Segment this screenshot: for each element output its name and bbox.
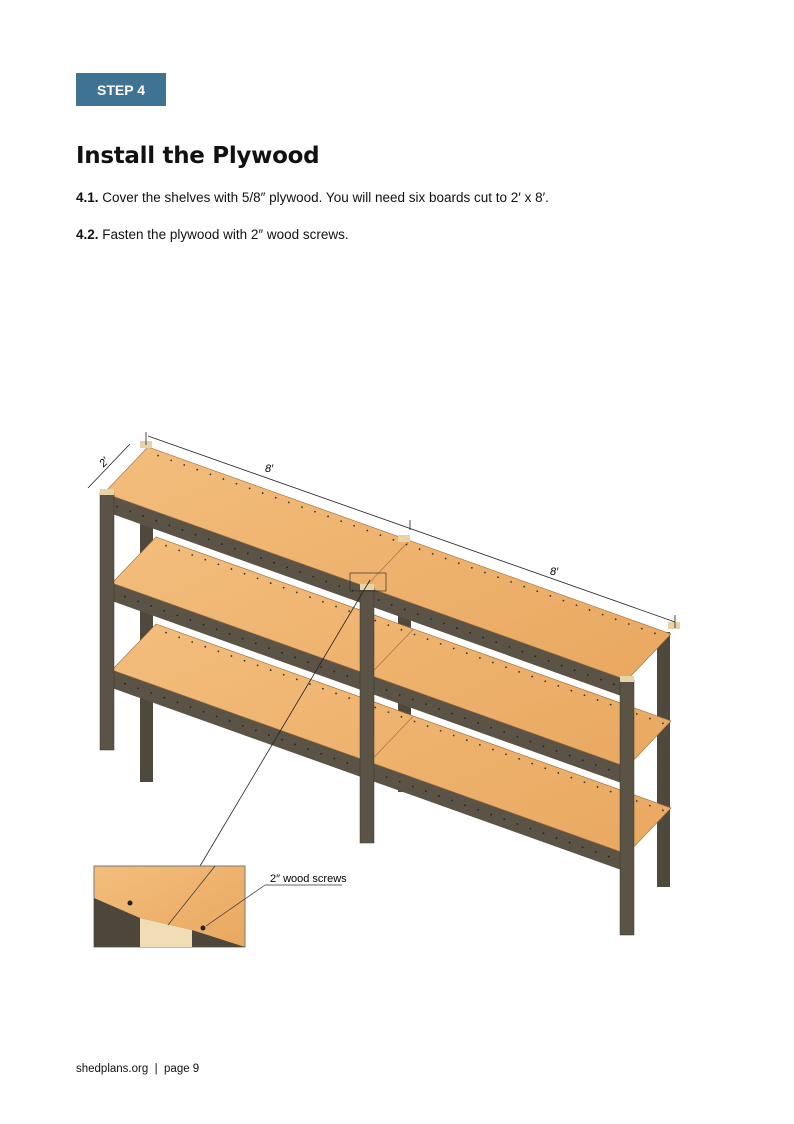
screw <box>451 800 453 802</box>
screw <box>190 706 192 708</box>
dim-length-label-1: 8′ <box>265 463 274 475</box>
screw <box>170 459 172 461</box>
screw <box>234 548 236 550</box>
screw <box>217 563 219 565</box>
screw <box>322 688 324 690</box>
screw <box>229 720 231 722</box>
post-top <box>668 622 680 629</box>
screw <box>479 657 481 659</box>
screw <box>312 576 314 578</box>
screw <box>466 652 468 654</box>
screw <box>275 497 277 499</box>
screw <box>327 516 329 518</box>
screw <box>544 680 546 682</box>
screw <box>543 745 545 747</box>
screw <box>557 685 559 687</box>
screw <box>530 828 532 830</box>
page-title: Install the Plywood <box>76 143 320 169</box>
screw <box>255 643 257 645</box>
screw <box>294 744 296 746</box>
screw <box>516 736 518 738</box>
screw <box>203 624 205 626</box>
screw <box>445 558 447 560</box>
screw <box>209 473 211 475</box>
footer-separator: | <box>154 1063 158 1075</box>
screw <box>335 606 337 608</box>
footer-site: shedplans.org <box>76 1063 149 1075</box>
screw <box>636 800 638 802</box>
screw <box>353 525 355 527</box>
screw <box>414 721 416 723</box>
screw <box>543 832 545 834</box>
screw <box>427 638 429 640</box>
screw <box>610 791 612 793</box>
screw <box>288 502 290 504</box>
screw <box>432 553 434 555</box>
screw <box>595 764 597 766</box>
screw <box>393 539 395 541</box>
screw <box>309 596 311 598</box>
screw <box>456 627 458 629</box>
screw <box>584 781 586 783</box>
screw <box>556 750 558 752</box>
screw <box>582 846 584 848</box>
screw <box>490 727 492 729</box>
screw <box>531 763 533 765</box>
screw <box>453 735 455 737</box>
screw <box>283 674 285 676</box>
screw <box>523 586 525 588</box>
screw <box>163 610 165 612</box>
screw <box>662 722 664 724</box>
post-top <box>620 676 634 682</box>
screw <box>195 534 197 536</box>
screw <box>536 590 538 592</box>
screw <box>401 716 403 718</box>
screw <box>636 713 638 715</box>
screw <box>471 567 473 569</box>
screw <box>641 628 643 630</box>
screw <box>516 823 518 825</box>
screw <box>223 478 225 480</box>
screw <box>150 692 152 694</box>
screw <box>176 614 178 616</box>
screw <box>286 567 288 569</box>
screw <box>574 669 576 671</box>
screw <box>204 646 206 648</box>
screw <box>294 657 296 659</box>
screw <box>628 623 630 625</box>
screw <box>484 572 486 574</box>
screw <box>469 632 471 634</box>
screw <box>299 571 301 573</box>
screw <box>150 605 152 607</box>
screw <box>464 717 466 719</box>
screw <box>425 790 427 792</box>
screw <box>557 772 559 774</box>
screw <box>597 786 599 788</box>
screw <box>273 562 275 564</box>
screw <box>589 609 591 611</box>
screw <box>221 543 223 545</box>
screw <box>260 557 262 559</box>
screw <box>425 703 427 705</box>
screw <box>571 777 573 779</box>
screw <box>165 545 167 547</box>
screw <box>503 731 505 733</box>
screw <box>249 488 251 490</box>
screw <box>283 587 285 589</box>
screw <box>231 655 233 657</box>
screw <box>582 759 584 761</box>
screw <box>307 661 309 663</box>
screw <box>531 676 533 678</box>
screw <box>374 620 376 622</box>
screw <box>262 492 264 494</box>
screw <box>307 748 309 750</box>
screw <box>168 524 170 526</box>
step-text: Fasten the plywood with 2″ wood screws. <box>98 227 349 242</box>
screw <box>530 741 532 743</box>
post-top <box>398 535 410 542</box>
screw <box>244 660 246 662</box>
dim-depth-label: 2′ <box>97 455 112 470</box>
screw <box>178 549 180 551</box>
screw <box>466 739 468 741</box>
screw <box>346 762 348 764</box>
screw <box>296 592 298 594</box>
screw <box>216 629 218 631</box>
screw <box>522 651 524 653</box>
screw <box>544 767 546 769</box>
screw <box>595 851 597 853</box>
screw <box>163 697 165 699</box>
footer-page: page 9 <box>164 1063 200 1075</box>
screw <box>654 632 656 634</box>
screw <box>440 643 442 645</box>
screw <box>479 744 481 746</box>
screw <box>490 814 492 816</box>
screw <box>281 739 283 741</box>
screw <box>508 646 510 648</box>
screw <box>440 730 442 732</box>
screw <box>137 600 139 602</box>
screw <box>322 601 324 603</box>
screw <box>191 641 193 643</box>
screw <box>464 804 466 806</box>
screw <box>333 671 335 673</box>
screw <box>340 520 342 522</box>
post-top <box>100 489 114 495</box>
screw <box>155 520 157 522</box>
screw <box>208 539 210 541</box>
screw <box>458 562 460 564</box>
screw <box>257 578 259 580</box>
screw <box>451 713 453 715</box>
screw <box>191 554 193 556</box>
screw <box>204 559 206 561</box>
screw <box>229 633 231 635</box>
screw <box>649 805 651 807</box>
screw <box>333 758 335 760</box>
screw <box>610 704 612 706</box>
screw <box>391 604 393 606</box>
screw <box>196 469 198 471</box>
screw <box>268 734 270 736</box>
front-post <box>360 588 374 843</box>
screw <box>613 683 615 685</box>
screw <box>296 679 298 681</box>
screw <box>374 707 376 709</box>
screw <box>576 604 578 606</box>
screw <box>492 662 494 664</box>
screw <box>335 693 337 695</box>
screw <box>378 599 380 601</box>
screw <box>231 568 233 570</box>
screw <box>548 660 550 662</box>
screw <box>399 694 401 696</box>
step-text: Cover the shelves with 5/8″ plywood. You will need six boards cut to 2′ x 8′. <box>98 190 549 205</box>
screw <box>338 585 340 587</box>
screw <box>600 679 602 681</box>
screw <box>216 716 218 718</box>
screw <box>505 666 507 668</box>
screw <box>406 544 408 546</box>
screw <box>482 637 484 639</box>
screw <box>348 610 350 612</box>
screw <box>301 506 303 508</box>
screw <box>412 699 414 701</box>
screw <box>183 464 185 466</box>
screw <box>477 722 479 724</box>
screw <box>401 629 403 631</box>
screw <box>137 687 139 689</box>
screw <box>571 690 573 692</box>
screw <box>320 753 322 755</box>
callout-label: 2″ wood screws <box>270 873 347 885</box>
screw <box>116 506 118 508</box>
screw <box>608 856 610 858</box>
screw <box>503 818 505 820</box>
screw <box>124 596 126 598</box>
screw <box>386 776 388 778</box>
screw <box>563 600 565 602</box>
screw <box>443 623 445 625</box>
screw <box>242 638 244 640</box>
screw <box>492 749 494 751</box>
screw <box>281 652 283 654</box>
screw <box>268 647 270 649</box>
screw <box>182 529 184 531</box>
screw <box>244 573 246 575</box>
dim-length-label-2: 8′ <box>550 566 559 578</box>
screw <box>417 613 419 615</box>
screw <box>320 666 322 668</box>
screw <box>662 809 664 811</box>
screw <box>124 683 126 685</box>
screw <box>615 618 617 620</box>
step-number: 4.1. <box>76 190 99 205</box>
screw <box>314 511 316 513</box>
screw <box>379 534 381 536</box>
screw <box>257 665 259 667</box>
screw <box>165 632 167 634</box>
screw <box>270 669 272 671</box>
screw <box>255 730 257 732</box>
screw <box>236 483 238 485</box>
screw <box>419 548 421 550</box>
screw <box>569 842 571 844</box>
screw <box>518 671 520 673</box>
screw <box>427 725 429 727</box>
front-post <box>620 680 634 935</box>
step-number: 4.2. <box>76 227 99 242</box>
screw <box>190 619 192 621</box>
screw <box>438 795 440 797</box>
screw <box>556 837 558 839</box>
screw <box>142 515 144 517</box>
screw <box>649 718 651 720</box>
screw <box>366 530 368 532</box>
screw <box>217 650 219 652</box>
screw <box>608 769 610 771</box>
screw <box>404 609 406 611</box>
screw <box>157 455 159 457</box>
screw <box>495 641 497 643</box>
screw <box>453 648 455 650</box>
screw <box>387 624 389 626</box>
screw <box>602 614 604 616</box>
screw <box>412 786 414 788</box>
screw <box>414 634 416 636</box>
screw <box>497 576 499 578</box>
screw <box>535 655 537 657</box>
screw <box>348 697 350 699</box>
screw <box>569 755 571 757</box>
screw <box>518 758 520 760</box>
screw <box>270 582 272 584</box>
screw <box>203 711 205 713</box>
screw <box>584 694 586 696</box>
screw <box>242 725 244 727</box>
screw <box>346 675 348 677</box>
screw <box>129 510 131 512</box>
screw <box>247 553 249 555</box>
screw <box>387 711 389 713</box>
screw <box>438 708 440 710</box>
screw <box>597 699 599 701</box>
screw <box>505 753 507 755</box>
footer <box>76 1063 199 1075</box>
screw <box>477 809 479 811</box>
screw <box>325 581 327 583</box>
screw <box>386 689 388 691</box>
screw <box>430 618 432 620</box>
screw <box>587 674 589 676</box>
screw <box>549 595 551 597</box>
screw <box>510 581 512 583</box>
back-post <box>657 632 670 887</box>
screw <box>176 701 178 703</box>
screw <box>561 665 563 667</box>
step-badge: STEP 4 <box>76 73 166 106</box>
screw <box>178 636 180 638</box>
screw <box>399 781 401 783</box>
front-post <box>100 493 114 750</box>
screw <box>309 683 311 685</box>
